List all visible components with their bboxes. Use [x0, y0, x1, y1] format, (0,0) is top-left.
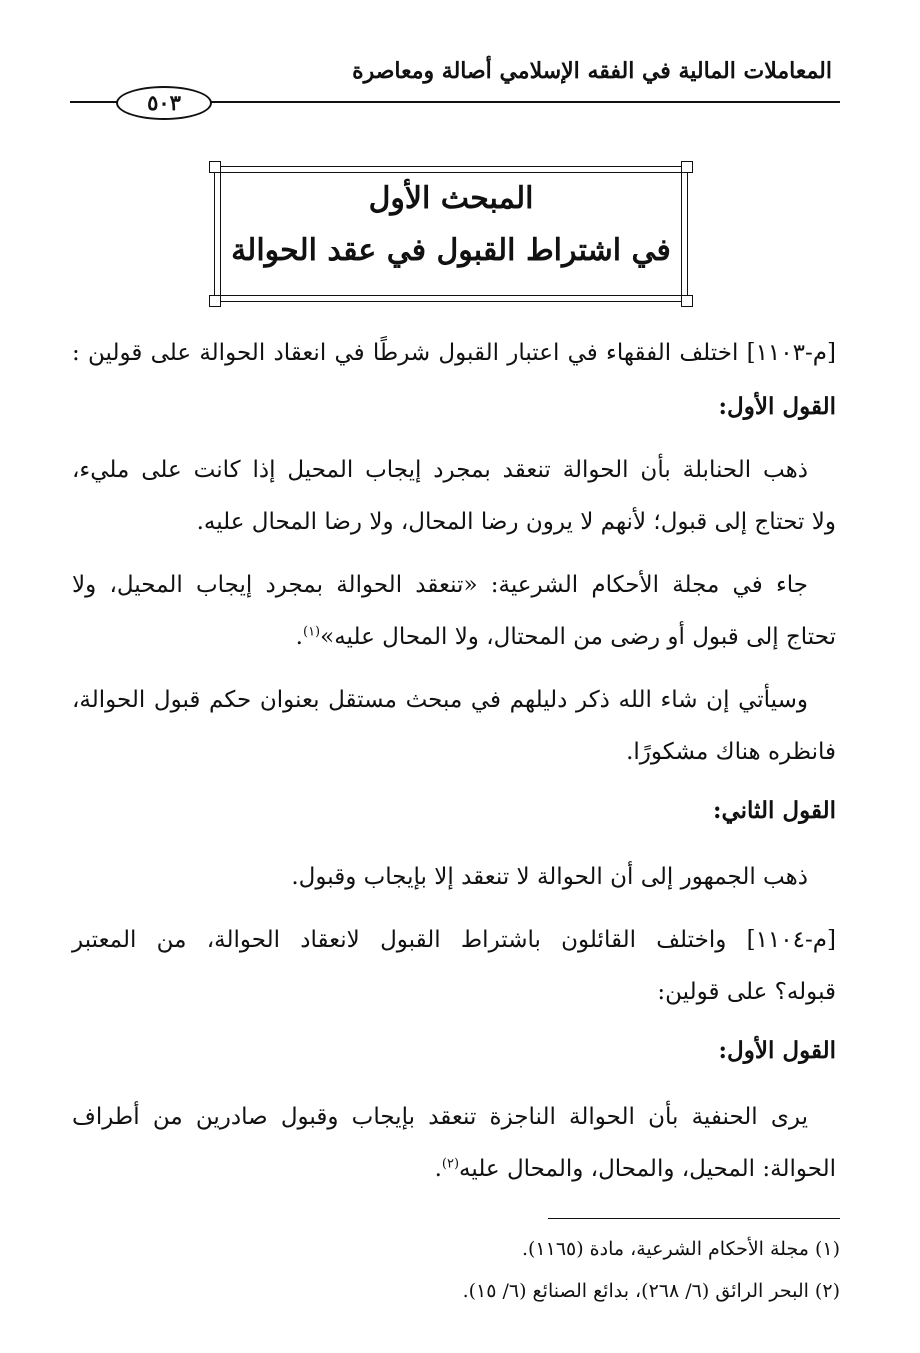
- paragraph-line: جاء في مجلة الأحكام الشرعية: «تنعقد الحوالة بمجرد إيجاب المحيل، ولا: [72, 572, 808, 598]
- subheading: القول الأول:: [718, 1037, 836, 1064]
- paragraph-line: ذهب الحنابلة بأن الحوالة تنعقد بمجرد إيجاب المحيل إذا كانت على مليء،: [72, 457, 808, 483]
- frame-corner-ornament: [209, 161, 221, 173]
- footnote-ref: (١): [302, 624, 321, 640]
- paragraph-text: الحوالة: المحيل، والمحال، والمحال عليه: [459, 1156, 836, 1182]
- paragraph-line: قبوله؟ على قولين:: [657, 979, 836, 1005]
- paragraph-line: [435, 1154, 836, 1184]
- section-title-line1: المبحث الأول: [368, 181, 534, 216]
- paragraph-line: وسيأتي إن شاء الله ذكر دليلهم في مبحث مستقل بعنوان حكم قبول الحوالة،: [72, 687, 808, 713]
- book-title: المعاملات المالية في الفقه الإسلامي أصالة ومعاصرة: [352, 58, 832, 84]
- footnote-separator: [548, 1218, 840, 1219]
- section-title-box: [214, 166, 688, 302]
- paragraph-line: [م-١١٠٣] اختلف الفقهاء في اعتبار القبول شرطًا في انعقاد الحوالة على قولين :: [72, 340, 836, 366]
- footnote-item: (١) مجلة الأحكام الشرعية، مادة (١١٦٥).: [521, 1238, 840, 1260]
- footnote-ref: (٢): [441, 1156, 460, 1172]
- frame-corner-ornament: [209, 295, 221, 307]
- paragraph-text: .: [295, 624, 303, 650]
- page-number: ٥٠٣: [116, 86, 212, 120]
- paragraph-line: [م-١١٠٤] واختلف القائلون باشتراط القبول لانعقاد الحوالة، من المعتبر: [72, 927, 836, 953]
- subheading: القول الأول:: [718, 393, 836, 420]
- footnote-item: (٢) البحر الرائق (٦/ ٢٦٨)، بدائع الصنائع (٦/ ١٥).: [462, 1280, 840, 1302]
- paragraph-line: يرى الحنفية بأن الحوالة الناجزة تنعقد بإيجاب وقبول صادرين من أطراف: [72, 1104, 808, 1130]
- paragraph-line: ذهب الجمهور إلى أن الحوالة لا تنعقد إلا بإيجاب وقبول.: [291, 864, 808, 890]
- frame-corner-ornament: [681, 295, 693, 307]
- paragraph-text: .: [434, 1156, 442, 1182]
- paragraph-text: تحتاج إلى قبول أو رضى من المحتال، ولا المحال عليه»: [320, 624, 836, 650]
- paragraph-line: ولا تحتاج إلى قبول؛ لأنهم لا يرون رضا المحال، ولا رضا المحال عليه.: [196, 509, 836, 535]
- section-title-line2: في اشتراط القبول في عقد الحوالة: [231, 233, 671, 268]
- subheading: القول الثاني:: [712, 797, 836, 824]
- paragraph-line: فانظره هناك مشكورًا.: [626, 739, 836, 765]
- paragraph-line: [296, 622, 836, 652]
- frame-corner-ornament: [681, 161, 693, 173]
